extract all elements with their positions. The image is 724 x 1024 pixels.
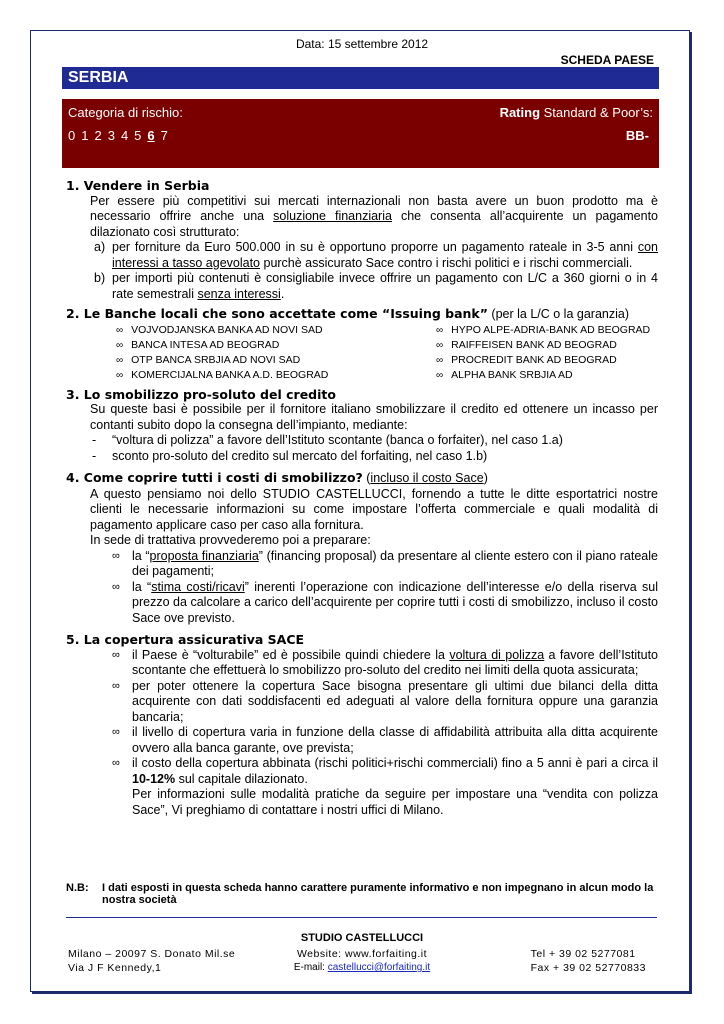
section-1-title: 1. Vendere in Serbia [66,178,210,193]
section-4-intro: A questo pensiamo noi dello STUDIO CASTELLUCCI, fornendo a tutte le ditte esportatrici nostre clienti le necessarie informazioni su come impostare l’offerta commerciale e quali modalità di pagamento applicare caso per caso alla fornitura. [90,486,658,532]
section-3-intro: Su queste basi è possibile per il fornitore italiano smobilizzare il credito ed ottenere un incasso per contanti subito dopo la consegna dell’impianto, mediante: [90,402,658,432]
footer-website: Website: www.forfaiting.it [296,948,428,960]
bank-item: ∞ OTP BANCA SRBJIA AD NOVI SAD [116,353,436,368]
section-5-bullet-2: ∞ per poter ottenere la copertura Sace bisogna presentare gli ultimi due bilanci della ditta acquirente con dati soddisfacenti ed adeguati al valore della fornitura oppure una garanzia bancaria; [112,678,658,724]
bank-item: ∞ KOMERCIJALNA BANKA A.D. BEOGRAD [116,368,436,383]
risk-panel [62,99,659,168]
bank-list [66,323,658,383]
risk-scale-value: 0 [68,128,76,143]
country-name: SERBIA [68,69,129,86]
bank-item: ∞ VOJVODJANSKA BANKA AD NOVI SAD [116,323,436,338]
email-link[interactable]: castellucci@forfaiting.it [327,962,431,973]
section-3-dash-2: - sconto pro-soluto del credito sul mercato del forfaiting, nel caso 1.b) [92,448,488,463]
section-3-dash-1: - “voltura di polizza” a favore dell’Istituto scontante (banca o forfaiter), nel caso 1.a) [92,433,563,447]
footer-phone: Tel + 39 02 5277081 Fax + 39 02 52770833 [530,948,646,974]
section-5-title: 5. La copertura assicurativa SACE [66,632,305,647]
section-2-title: 2. Le Banche locali che sono accettate come “Issuing bank” (per la L/C o la garanzia) [66,306,629,321]
section-1-item-a: a) per forniture da Euro 500.000 in su è opportuno proporre un pagamento rateale in 3-5 anni con interessi a tasso agevolato purchè assicurato Sace contro i rischi politici e i rischi commerciali. [94,240,658,270]
footer-web: Website: www.forfaiting.it E-mail: castellucci@forfaiting.it [0,947,724,975]
disclaimer: N.B: I dati esposti in questa scheda hanno carattere puramente informativo e non impegnano in alcun modo la nostra società [66,882,654,906]
bank-item: ∞ ALPHA BANK SRBJIA AD [436,368,706,383]
risk-scale-value: 7 [160,128,168,143]
risk-scale-value: 2 [94,128,102,143]
section-5-closing: Per informazioni sulle modalità pratiche da seguire per impostare una “vendita con polizza Sace”, Vi preghiamo di contattare i nostri uffici di Milano. [132,787,658,817]
section-4-prep: In sede di trattativa provvederemo poi a preparare: [90,533,371,547]
section-5-bullet-4: ∞ il costo della copertura abbinata (rischi politici+rischi commerciali) fino a 5 anni è pari a circa il 10-12% sul capitale dilazionato. [112,756,658,786]
risk-category-label: Categoria di rischio: [68,105,183,120]
section-3-title: 3. Lo smobilizzo pro-soluto del credito [66,386,336,402]
section-4-bullet-1: ∞ la “proposta finanziaria” (financing proposal) da presentare al cliente estero con il piano rateale dei pagamenti; [112,548,658,578]
section-1-intro: Per essere più competitivi sui mercati internazionali non basta avere un buon prodotto ma è necessario offrire anche una soluzione finanziaria che consenta all’acquirente un pagamento dilazionato così strutturato: [90,193,659,239]
section-5-bullet-3: ∞ il livello di copertura varia in funzione della classe di affidabilità attribuita alla ditta acquirente ovvero alla banca garante, ove prevista; [112,725,658,755]
footer-company: STUDIO CASTELLUCCI [300,932,424,944]
country-title-bar [62,67,659,89]
main-content [66,178,658,818]
risk-scale-value: 3 [107,128,115,143]
document-date: Data: 15 settembre 2012 [295,37,429,51]
rating-value: BB- [625,128,649,143]
document-type: SCHEDA PAESE [560,53,654,67]
section-5-bullet-1: ∞ il Paese è “volturabile” ed è possibile quindi chiedere la voltura di polizza a favore dell’Istituto scontante che effettuerà lo smobilizzo pro-soluto del credito nei limiti della quota assicurata; [112,647,659,677]
footer-divider [66,917,657,918]
risk-scale-value: 6 [147,128,155,143]
risk-scale-value: 1 [81,128,89,143]
risk-scale-value: 5 [134,128,142,143]
footer-address: Milano – 20097 S. Donato Mil.se Via J F Kennedy,1 [68,948,236,974]
bank-item: ∞ RAIFFEISEN BANK AD BEOGRAD [436,338,706,353]
bank-item: ∞ PROCREDIT BANK AD BEOGRAD [436,353,706,368]
risk-scale [68,128,174,143]
section-4-bullet-2: ∞ la “stima costi/ricavi” inerenti l’operazione con indicazione dell’interesse e/o della riserva sul prezzo da calcolare a carico dell’acquirente per coprire tutti i costi di smobilizzo, incluso il costo Sace ove previsto. [112,579,658,625]
risk-scale-value: 4 [120,128,129,143]
section-1-item-b: b) per importi più contenuti è consigliabile invece offrire un pagamento con L/C a 360 giorni o in 4 rate semestrali senza interessi. [94,271,658,301]
section-4-title: 4. Come coprire tutti i costi di smobilizzo? (incluso il costo Sace) [66,470,488,485]
bank-item: ∞ HYPO ALPE-ADRIA-BANK AD BEOGRAD [436,323,706,338]
bank-item: ∞ BANCA INTESA AD BEOGRAD [116,338,436,353]
rating-label: Rating Standard & Poor’s: [499,105,653,120]
